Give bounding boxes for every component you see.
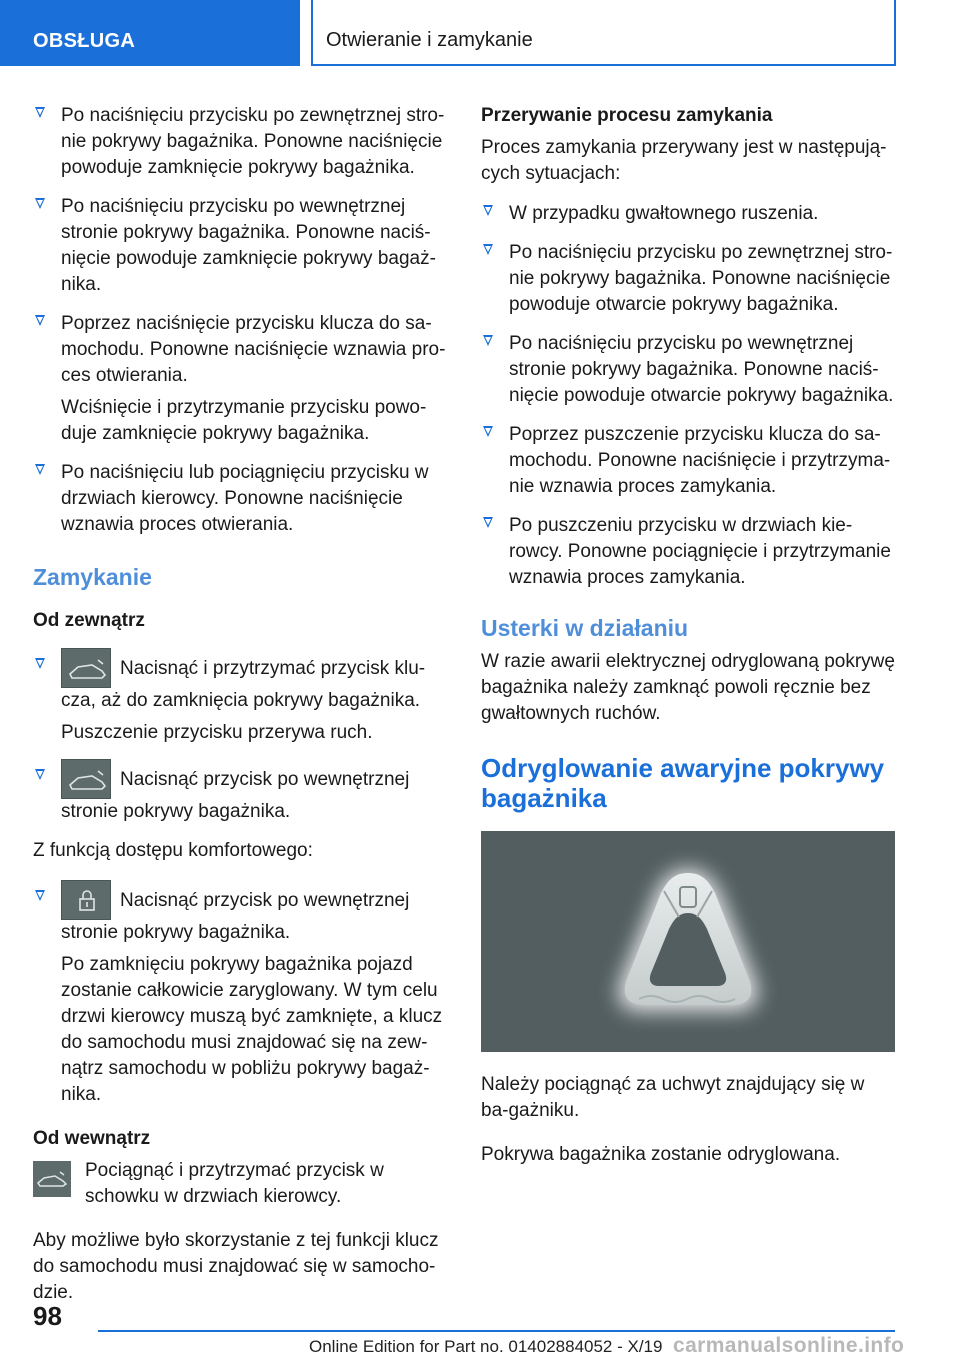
watermark: carmanualsonline.info — [673, 1334, 905, 1357]
page-number: 98 — [33, 1301, 62, 1331]
list-item: Po puszczeniu przycisku w drzwiach kie-rowcy. Ponowne pociągnięcie i przytrzymanie wznawia proces zamykania. — [481, 513, 897, 591]
paragraph-interrupt-intro: Proces zamykania przerywany jest w następują-cych sytuacjach: — [481, 137, 887, 184]
list-item: Po naciśnięciu przycisku po wewnętrznej stronie pokrywy bagażnika. Ponowne naciś-nięcie powoduje otwarcie pokrywy bagażnika. — [481, 331, 897, 409]
heading-closing: Zamykanie — [33, 564, 152, 590]
left-column — [33, 103, 448, 1319]
bullet-triangle-icon — [483, 335, 493, 346]
list-item: Poprzez puszczenie przycisku klucza do sa-mochodu. Ponowne naciśnięcie i przytrzyma-nie wznawia proces zamykania. — [481, 422, 897, 500]
paragraph-comfort: Z funkcją dostępu komfortowego: — [33, 840, 313, 861]
heading-inside: Od wewnątrz — [33, 1128, 151, 1149]
heading-outside: Od zewnątrz — [33, 610, 145, 631]
bullet-triangle-icon — [35, 198, 45, 209]
bullet-triangle-icon — [35, 658, 45, 669]
bullet-triangle-icon — [35, 464, 45, 475]
inside-instruction: Pociągnąć i przytrzymać przycisk w schowku w drzwiach kierowcy. — [33, 1158, 448, 1210]
list-item-note: Puszczenie przycisku przerywa ruch. — [61, 722, 373, 743]
list-item: Poprzez naciśnięcie przycisku klucza do sa-mochodu. Ponowne naciśnięcie wznawia pro-ces otwierania. — [33, 311, 448, 389]
bullet-triangle-icon — [35, 107, 45, 118]
heading-emergency-release: Odryglowanie awaryjne pokrywy bagażnika — [481, 753, 885, 813]
bullet-triangle-icon — [35, 890, 45, 901]
lock-button-icon — [61, 880, 111, 920]
list-item: Po naciśnięciu przycisku po zewnętrznej stro-nie pokrywy bagażnika. Ponowne naciśnięcie powoduje otwarcie pokrywy bagażnika. — [481, 240, 897, 318]
right-column — [481, 103, 897, 1181]
emergency-release-handle-image — [481, 831, 895, 1052]
bullet-triangle-icon — [483, 517, 493, 528]
section-tab: OBSŁUGA — [0, 0, 300, 66]
door-tailgate-button-icon — [33, 1161, 71, 1197]
list-item: Po naciśnięciu przycisku po zewnętrznej stro-nie pokrywy bagażnika. Ponowne naciśnięcie powoduje zamknięcie pokrywy bagażnika. — [33, 103, 448, 181]
heading-faults: Usterki w działaniu — [481, 615, 689, 641]
bullet-triangle-icon — [483, 426, 493, 437]
paragraph-faults: W razie awarii elektrycznej odryglowaną pokrywę bagażnika należy zamknąć powoli ręcznie bez gwałtownych ruchów. — [481, 651, 895, 724]
bullet-triangle-icon — [35, 315, 45, 326]
list-item: Po naciśnięciu lub pociągnięciu przycisku w drzwiach kierowcy. Ponowne naciśnięcie wznawia proces otwierania. — [33, 460, 448, 538]
list-item: Po naciśnięciu przycisku po wewnętrznej stronie pokrywy bagażnika. Ponowne naciś-nięcie powoduje zamknięcie pokrywy bagaż-nika. — [33, 194, 448, 298]
list-item: Nacisnąć przycisk po wewnętrznej stronie pokrywy bagażnika. — [33, 880, 448, 946]
bullet-triangle-icon — [35, 769, 45, 780]
list-item-note: Po zamknięciu pokrywy bagażnika pojazd zostanie całkowicie zaryglowany. W tym celu drzwi kierowcy muszą być zamknięte, a klucz do samochodu musi znajdować się na zew-nątrz samochodu w pobliżu pokrywy bagaż-nika. — [61, 954, 443, 1105]
key-tailgate-button-icon — [61, 648, 111, 688]
list-item: W przypadku gwałtownego ruszenia. — [481, 201, 897, 227]
paragraph-emergency-1: Należy pociągnąć za uchwyt znajdujący się w ba-gażniku. — [481, 1074, 865, 1121]
bullet-triangle-icon — [483, 205, 493, 216]
footer-divider — [98, 1330, 895, 1332]
paragraph-comfort-note: Aby możliwe było skorzystanie z tej funkcji klucz do samochodu musi znajdować się w samocho-dzie. — [33, 1230, 439, 1303]
footer-edition: Online Edition for Part no. 01402884052 - X/19 — [309, 1337, 663, 1356]
list-item: Nacisnąć i przytrzymać przycisk klu-cza, aż do zamknięcia pokrywy bagażnika. — [33, 648, 448, 714]
heading-interrupt: Przerywanie procesu zamykania — [481, 105, 773, 126]
bullet-triangle-icon — [483, 244, 493, 255]
tailgate-close-button-icon — [61, 759, 111, 799]
list-item-note: Wciśnięcie i przytrzymanie przycisku powo-duje zamknięcie pokrywy bagażnika. — [61, 397, 427, 444]
list-item: Nacisnąć przycisk po wewnętrznej stronie pokrywy bagażnika. — [33, 759, 448, 825]
paragraph-emergency-2: Pokrywa bagażnika zostanie odryglowana. — [481, 1144, 841, 1165]
chapter-title: Otwieranie i zamykanie — [311, 0, 896, 66]
